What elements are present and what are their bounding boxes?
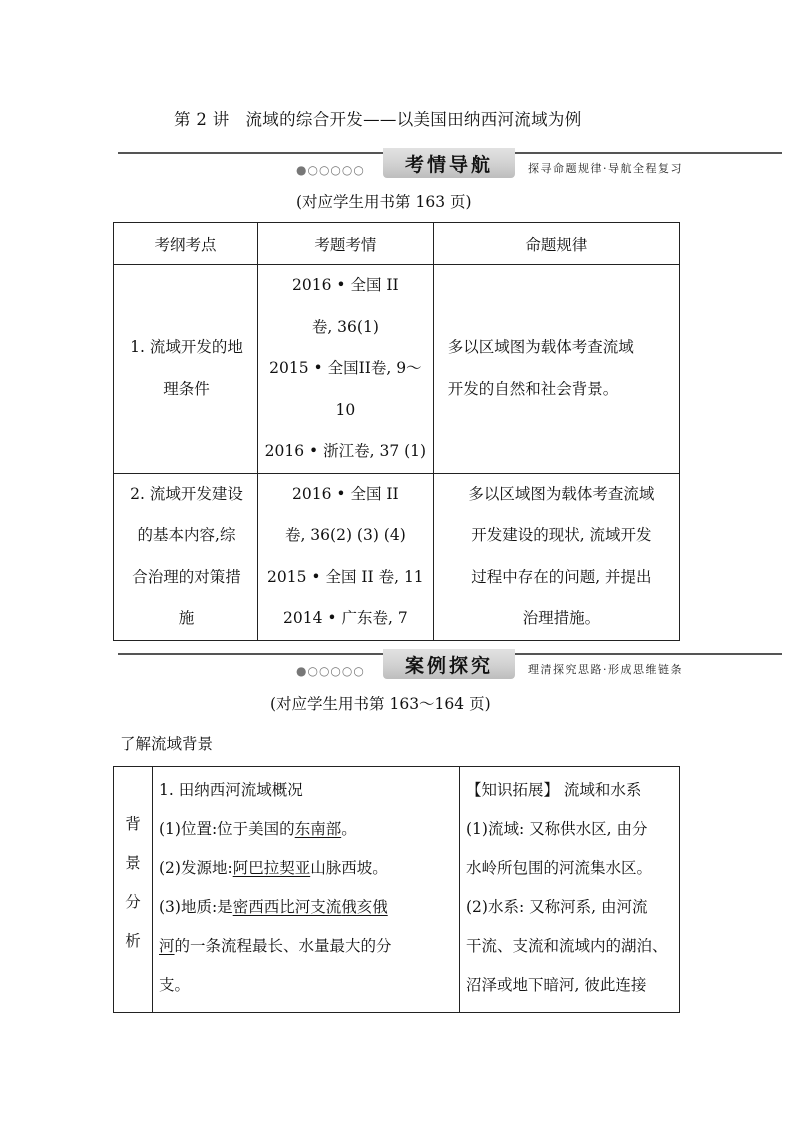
underlined-term: 俄亥俄 <box>341 898 388 916</box>
text: (3)地质:是 <box>159 898 233 916</box>
exam-line: 2016 • 全国 II <box>292 484 399 503</box>
exams-cell <box>257 265 433 474</box>
point-line: 施 <box>178 609 195 627</box>
text: 山脉西坡。 <box>310 859 388 877</box>
table-row <box>114 265 680 474</box>
rule-line: 开发的自然和社会背景。 <box>447 379 619 398</box>
point-cell <box>114 265 258 474</box>
banner-exam-guide <box>118 148 782 184</box>
point-line: 理条件 <box>163 379 210 398</box>
table-row <box>114 767 680 1013</box>
text: (1)位置:位于美国的 <box>159 820 295 838</box>
point-cell <box>114 473 258 640</box>
underlined-term: 东南部 <box>294 820 342 838</box>
exam-analysis-table <box>113 222 680 641</box>
header-cell: 考纲考点 <box>114 223 258 265</box>
text: (2)发源地: <box>159 859 233 877</box>
knowledge-line: (1)流域: 又称供水区, 由分 <box>466 820 648 838</box>
rule-cell <box>433 265 679 474</box>
rule-line: 开发建设的现状, 流域开发 <box>471 526 652 544</box>
section-heading: 了解流域背景 <box>120 735 214 753</box>
knowledge-line: 干流、支流和流域内的湖泊、 <box>466 937 668 955</box>
geology-line: 支。 <box>159 976 191 994</box>
table-header-row <box>114 223 680 265</box>
banner-subtitle: 探寻命题规律·导航全程复习 <box>528 162 683 175</box>
banner-label: 考情导航 <box>383 148 515 178</box>
geology-line <box>159 927 453 966</box>
header-cell: 考题考情 <box>257 223 433 265</box>
exam-line: 2015 • 全国II卷, 9～ <box>269 359 422 377</box>
lecture-topic: 流域的综合开发——以美国田纳西河流域为例 <box>245 110 582 129</box>
knowledge-line: 【知识拓展】 流域和水系 <box>466 781 642 799</box>
knowledge-line: 沼泽或地下暗河, 彼此连接 <box>466 976 647 994</box>
overview-cell <box>153 767 460 1013</box>
text: 。 <box>341 820 357 838</box>
banner-label: 案例探究 <box>383 649 515 679</box>
overview-heading: 1. 田纳西河流域概况 <box>159 781 303 799</box>
rule-cell <box>433 473 679 640</box>
vertical-char: 背 <box>125 815 141 833</box>
vertical-char: 景 <box>125 854 141 872</box>
rule-line: 多以区域图为载体考查流域 <box>447 338 634 357</box>
page-reference: (对应学生用书第 163～164 页) <box>270 695 491 713</box>
knowledge-cell <box>460 767 680 1013</box>
point-line: 合治理的对策措 <box>132 567 241 586</box>
background-analysis-table <box>113 766 680 1013</box>
decorative-dots: ●○○○○○ <box>296 163 365 177</box>
vertical-char: 析 <box>125 932 141 950</box>
source-line <box>159 849 453 888</box>
exam-line: 卷, 36(2) (3) (4) <box>284 526 406 544</box>
underlined-term: 河 <box>159 937 175 955</box>
decorative-dots: ●○○○○○ <box>296 664 365 678</box>
geology-line <box>159 888 453 927</box>
exam-line: 10 <box>335 400 356 419</box>
vertical-label-cell <box>114 767 153 1013</box>
lecture-title <box>174 106 582 130</box>
banner-subtitle: 理清探究思路·形成思维链条 <box>528 663 683 676</box>
exam-line: 2016 • 浙江卷, 37 (1) <box>264 442 427 460</box>
point-line: 2. 流域开发建设 <box>130 484 243 503</box>
underlined-term: 密西西比河支流 <box>232 898 342 916</box>
underlined-term: 阿巴拉契亚 <box>232 859 311 877</box>
point-line: 1. 流域开发的地 <box>130 338 243 357</box>
knowledge-line: 水岭所包围的河流集水区。 <box>466 859 653 877</box>
exams-cell <box>257 473 433 640</box>
exam-line: 2014 • 广东卷, 7 <box>283 609 408 627</box>
exam-line: 卷, 36(1) <box>311 317 379 336</box>
point-line: 的基本内容,综 <box>137 526 236 544</box>
header-cell: 命题规律 <box>433 223 679 265</box>
banner-case-study <box>118 649 782 685</box>
knowledge-line: (2)水系: 又称河系, 由河流 <box>466 898 648 916</box>
rule-line: 多以区域图为载体考查流域 <box>468 484 655 503</box>
lecture-number: 第 2 讲 <box>174 110 230 129</box>
page-reference: (对应学生用书第 163 页) <box>296 193 472 211</box>
exam-line: 2016 • 全国 II <box>292 276 399 294</box>
exam-line: 2015 • 全国 II 卷, 11 <box>267 567 424 586</box>
rule-line: 过程中存在的问题, 并提出 <box>471 567 652 586</box>
text: 的一条流程最长、水量最大的分 <box>174 937 392 955</box>
rule-line: 治理措施。 <box>522 609 601 627</box>
table-row <box>114 473 680 640</box>
vertical-char: 分 <box>125 893 141 911</box>
location-line <box>159 810 453 849</box>
